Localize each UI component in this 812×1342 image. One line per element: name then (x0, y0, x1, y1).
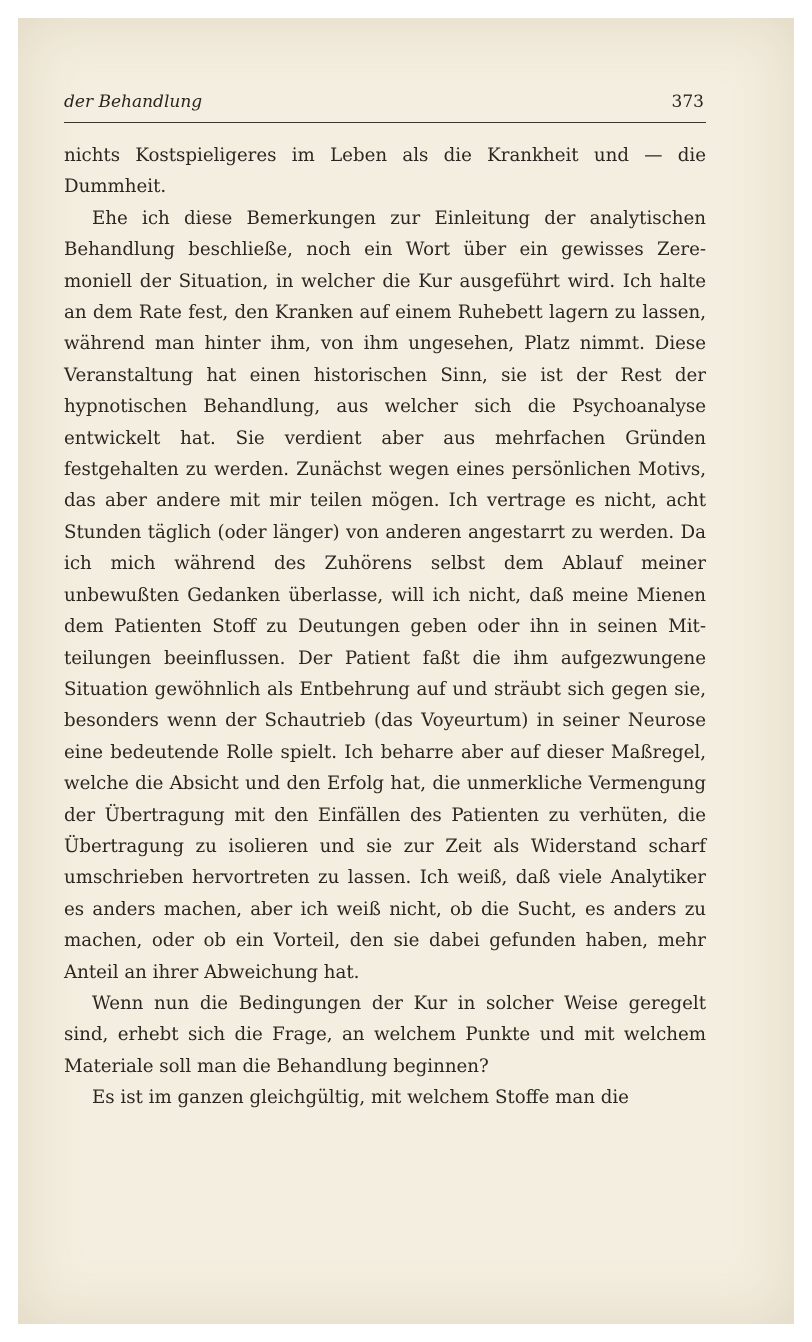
paragraph-continuation: nichts Kostspieligeres im Leben als die Krankheit und — die Dummheit. (64, 145, 706, 198)
book-page (18, 18, 794, 1324)
paragraph-ceremonial: Ehe ich diese Bemerkungen zur Einleitung der analytischen Behandlung beschließe, noch ein Wort über ein gewisses Zeremoniell der Situation, in welcher die Kur ausgeführt wird. Ich halte an dem Rate fest, den Kranken auf einem Ruhebett lagern zu lassen, während man hinter ihm, von ihm ungesehen, Platz nimmt. Diese Veranstaltung hat einen historischen Sinn, sie ist der Rest der hypnotischen Behandlung, aus welcher sich die Psychoanalyse entwickelt hat. Sie verdient aber aus mehrfachen Gründen festgehalten zu werden. Zunächst wegen eines persönlichen Motivs, das aber andere mit mir teilen mögen. Ich vertrage es nicht, acht Stunden täglich (oder länger) von anderen angestarrt zu werden. Da ich mich während des Zuhörens selbst dem Ablauf meiner unbewußten Gedanken überlasse, will ich nicht, daß meine Mienen dem Patienten Stoff zu Deutungen geben oder ihn in seinen Mitteilungen beeinflussen. Der Patient faßt die ihm aufgezwungene Situation gewöhnlich als Entbehrung auf und sträubt sich gegen sie, besonders wenn der Schautrieb (das Voyeurtum) in seiner Neurose eine bedeutende Rolle spielt. Ich beharre aber auf dieser Maßregel, welche die Absicht und den Erfolg hat, die unmerkliche Vermengung der Übertragung mit den Einfällen des Patienten zu verhüten, die Übertragung zu isolieren und sie zur Zeit als Widerstand scharf umschrieben hervortreten zu lassen. Ich weiß, daß viele Analytiker es anders machen, aber ich weiß nicht, ob die Sucht, es anders zu machen, oder ob ein Vorteil, den sie dabei gefunden haben, mehr Anteil an ihrer Abweichung hat. (64, 207, 706, 983)
running-title: der Behandlung (64, 92, 203, 112)
body-text (64, 140, 706, 1114)
running-header (64, 90, 706, 123)
paragraph-conditions: Wenn nun die Bedingungen der Kur in solcher Weise geregelt sind, erhebt sich die Frage, an welchem Punkte und mit welchem Materiale soll man die Behandlung beginnen? (64, 992, 706, 1077)
page-number: 373 (671, 92, 704, 112)
paragraph-material: Es ist im ganzen gleichgültig, mit welchem Stoffe man die (92, 1087, 629, 1109)
